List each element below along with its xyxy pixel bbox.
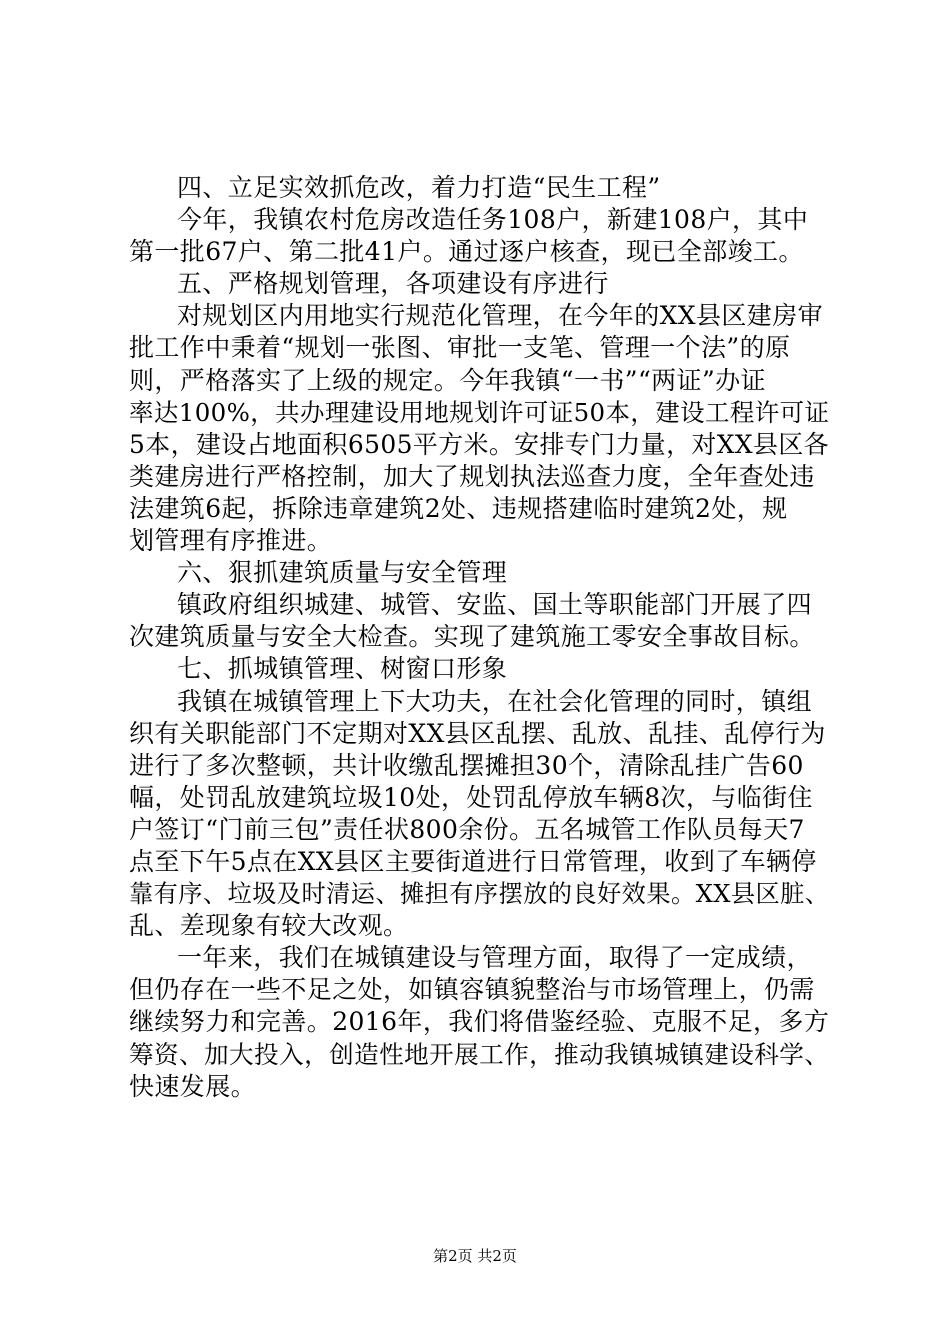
text-line: 点至下午5点在XX县区主要街道进行日常管理，收到了车辆停 bbox=[129, 846, 817, 876]
text-line: 今年，我镇农村危房改造任务108户，新建108户，其中 bbox=[177, 205, 809, 235]
text-line: 划管理有序推进。 bbox=[129, 526, 333, 556]
text-line: 我镇在城镇管理上下大功夫，在社会化管理的同时，镇组 bbox=[177, 686, 813, 716]
text-line: 但仍存在一些不足之处，如镇容镇貌整治与市场管理上，仍需 bbox=[129, 975, 815, 1005]
text-line: 则，严格落实了上级的规定。今年我镇“一书”“两证”办证 bbox=[129, 365, 766, 395]
document-body bbox=[129, 172, 829, 1103]
text-line: 七、抓城镇管理、树窗口形象 bbox=[177, 654, 508, 684]
text-line: 第一批67户、第二批41户。通过逐户核查，现已全部竣工。 bbox=[129, 237, 804, 267]
text-line: 法建筑6起，拆除违章建筑2处、违规搭建临时建筑2处，规 bbox=[129, 493, 788, 523]
text-line: 户签订“门前三包”责任状800余份。五名城管工作队员每天7 bbox=[129, 814, 805, 844]
text-line: 幅，处罚乱放建筑垃圾10处，处罚乱停放车辆8次，与临街住 bbox=[129, 782, 813, 812]
text-line: 乱、差现象有较大改观。 bbox=[129, 911, 409, 941]
text-line: 一年来，我们在城镇建设与管理方面，取得了一定成绩， bbox=[177, 943, 813, 973]
page-footer: 第2页 共2页 bbox=[433, 1247, 517, 1265]
text-line: 四、立足实效抓危改，着力打造“民生工程” bbox=[177, 173, 661, 202]
text-line: 快速发展。 bbox=[129, 1071, 257, 1101]
text-line: 进行了多次整顿，共计收缴乱摆摊担30个，清除乱挂广告60 bbox=[129, 750, 804, 780]
text-line: 筹资、加大投入，创造性地开展工作，推动我镇城镇建设科学、 bbox=[129, 1039, 830, 1069]
text-line: 批工作中秉着“规划一张图、审批一支笔、管理一个法”的原 bbox=[129, 333, 791, 363]
text-line: 五、严格规划管理，各项建设有序进行 bbox=[177, 269, 609, 299]
text-line: 靠有序、垃圾及时清运、摊担有序摆放的良好效果。XX县区脏、 bbox=[129, 879, 830, 909]
text-line: 对规划区内用地实行规范化管理，在今年的XX县区建房审 bbox=[177, 301, 823, 331]
text-line: 5本，建设占地面积6505平方米。安排专门力量，对XX县区各 bbox=[129, 429, 829, 459]
text-line: 织有关职能部门不定期对XX县区乱摆、乱放、乱挂、乱停行为 bbox=[129, 718, 826, 748]
text-line: 率达100%，共办理建设用地规划许可证50本，建设工程许可证 bbox=[129, 397, 830, 427]
text-line: 类建房进行严格控制，加大了规划执法巡查力度，全年查处违 bbox=[129, 461, 815, 491]
text-line: 继续努力和完善。2016年，我们将借鉴经验、克服不足，多方 bbox=[129, 1007, 830, 1037]
text-line: 六、狠抓建筑质量与安全管理 bbox=[177, 558, 508, 588]
text-line: 镇政府组织城建、城管、安监、国土等职能部门开展了四 bbox=[177, 590, 813, 620]
text-line: 次建筑质量与安全大检查。实现了建筑施工零安全事故目标。 bbox=[129, 622, 815, 652]
